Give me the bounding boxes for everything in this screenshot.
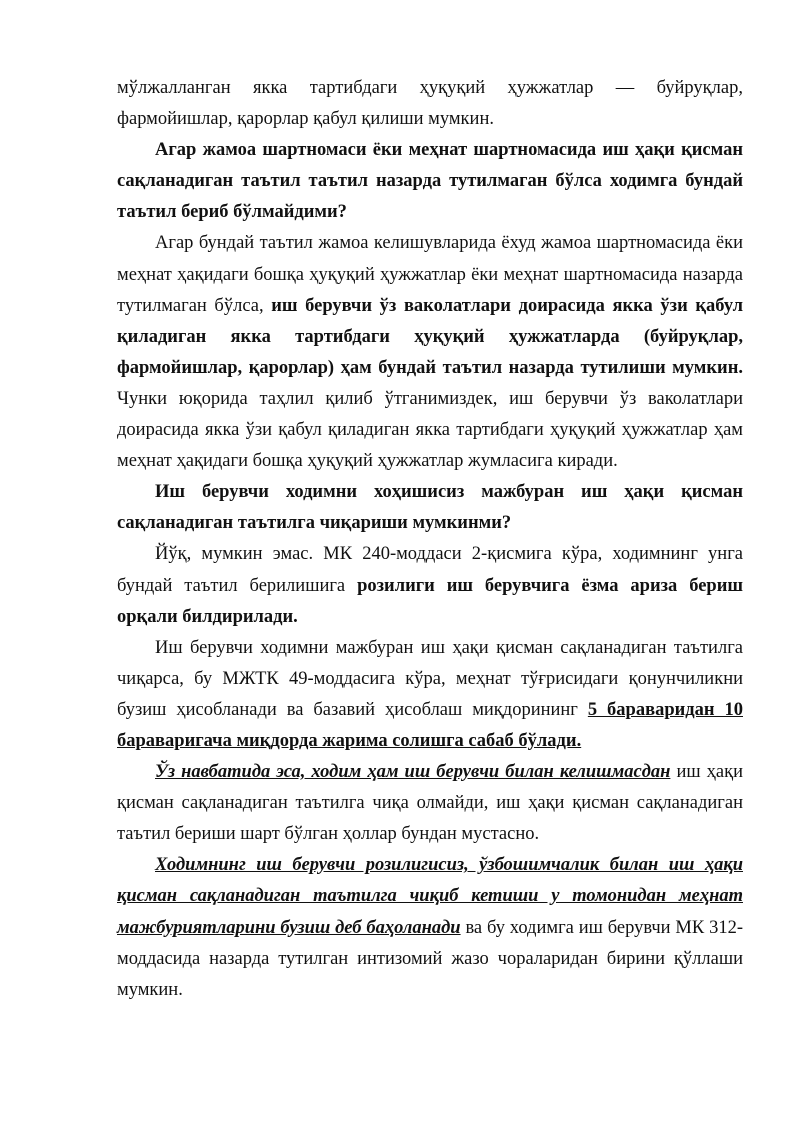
consent-paragraph: [117, 757, 743, 850]
discipline-paragraph: [117, 850, 743, 1005]
answer-paragraph: [117, 228, 743, 477]
document-page: [117, 73, 743, 1006]
paragraph-text: Йўқ, мумкин эмас. МК 240-моддаси 2-қисмига кўра, ходимнинг унга бундай таътил берилишига: [117, 544, 743, 596]
paragraph-text: мўлжалланган якка тартибдаги ҳуқуқий ҳужжатлар — буйруқлар, фармойишлар, қарорлар қабул қилиши мумкин.: [117, 78, 743, 130]
paragraph-text: ва бу ходимга иш берувчи МК 312-моддасида назарда тутилган интизомий жазо чораларидан бирини қўллаши мумкин.: [117, 917, 743, 1000]
paragraph-continuation: [117, 73, 743, 135]
emphasis-bold-italic-underline-text: Ўз навбатида эса, ходим ҳам иш берувчи билан келишмасдан: [155, 762, 671, 783]
paragraph-text: Агар бундай таътил жамоа келишувларида ёхуд жамоа шартномасида ёки меҳнат ҳақидаги бошқа ҳуқуқий ҳужжатлар ёки меҳнат шартномасида назарда тутилмаган бўлса,: [117, 233, 743, 316]
question-heading: [117, 477, 743, 539]
answer-paragraph: [117, 539, 743, 632]
question-text: Агар жамоа шартномаси ёки меҳнат шартномасида иш ҳақи қисман сақланадиган таътил таътил назарда тутилмаган бўлса ходимга бундай таътил бериб бўлмайдими?: [117, 140, 743, 223]
question-heading: [117, 135, 743, 228]
emphasis-bold-text: иш берувчи ўз ваколатлари доирасида якка ўзи қабул қиладиган якка тартибдаги ҳуқуқий ҳужжатларда (буйруқлар, фармойишлар, қарорлар) ҳам бундай таътил назарда тутилиши мумкин.: [117, 295, 743, 378]
paragraph-text: Чунки юқорида таҳлил қилиб ўтганимиздек, иш берувчи ўз ваколатлари доирасида якка ўзи қабул қиладиган якка тартибдаги ҳуқуқий ҳужжатлар ҳам меҳнат ҳақидаги бошқа ҳуқуқий ҳужжатлар жумласига киради.: [117, 388, 743, 472]
emphasis-bold-italic-underline-text: Ходимнинг иш берувчи розилигисиз, ўзбошимчалик билан иш ҳақи қисман сақланадиган таътилга чиқиб кетиши у томонидан меҳнат мажбуриятларини бузиш деб баҳоланади: [117, 855, 743, 938]
paragraph-text: Иш берувчи ходимни мажбуран иш ҳақи қисман сақланадиган таътилга чиқарса, бу МЖТК 49-моддасига кўра, меҳнат тўғрисидаги қонунчиликни бузиш ҳисобланади ва базавий ҳисоблаш миқдорининг: [117, 637, 743, 720]
emphasis-bold-underline-text: 5 бараваридан 10 бараваригача миқдорда жарима солишга сабаб бўлади.: [117, 699, 743, 751]
emphasis-bold-text: розилиги иш берувчига ёзма ариза бериш орқали билдирилади.: [117, 575, 743, 627]
penalty-paragraph: [117, 633, 743, 757]
question-text: Иш берувчи ходимни хоҳишисиз мажбуран иш ҳақи қисман сақланадиган таътилга чиқариши мумкинми?: [117, 482, 743, 534]
paragraph-text: иш ҳақи қисман сақланадиган таътилга чиқа олмайди, иш ҳақи қисман сақланадиган таътил бериши шарт бўлган ҳоллар бундан мустасно.: [117, 762, 743, 845]
